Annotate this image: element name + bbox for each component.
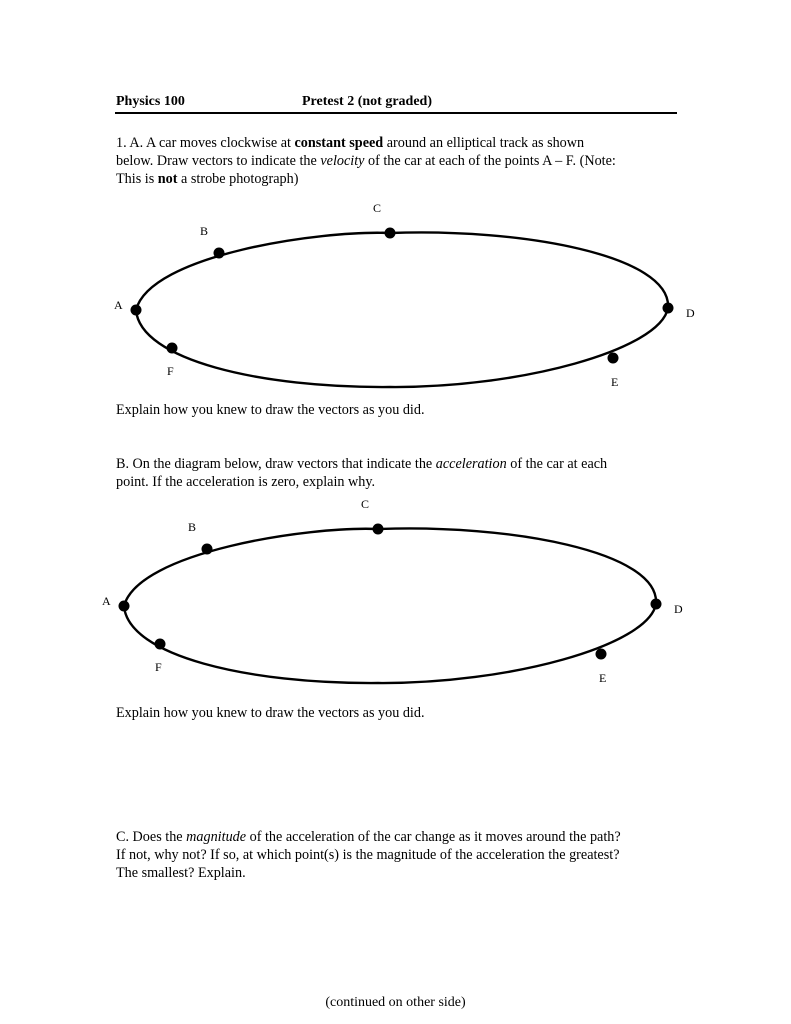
label-b: B [200,224,209,238]
label-f: F [167,364,174,378]
q1a-line-2: below. Draw vectors to indicate the velocity of the car at each of the points A – F. (Note: [116,153,616,169]
q1c-line-1: C. Does the magnitude of the acceleration of the car change as it moves around the path? [116,829,621,845]
label-f: F [155,660,162,674]
question-1b [116,455,686,491]
acceleration-track-diagram [0,492,791,692]
label-c: C [361,497,370,511]
q1b-line-1: B. On the diagram below, draw vectors that indicate the acceleration of the car at each [116,456,608,472]
point-f-marker[interactable] [155,639,166,650]
point-b-marker[interactable] [214,248,225,259]
point-a-marker[interactable] [119,601,130,612]
point-b-marker[interactable] [202,544,213,555]
page-title: Pretest 2 (not graded) [302,94,432,109]
course-name: Physics 100 [116,94,185,109]
continued-note: (continued on other side) [325,995,466,1010]
label-c: C [373,201,382,215]
point-d-marker[interactable] [651,599,662,610]
q1a-line-3: This is not a strobe photograph) [116,171,299,187]
velocity-track-diagram [0,195,791,395]
point-c-marker[interactable] [385,228,396,239]
point-e-marker[interactable] [596,649,607,660]
header-rule [115,112,677,114]
q1c-line-3: The smallest? Explain. [116,865,246,881]
label-e: E [599,671,607,685]
point-e-marker[interactable] [608,353,619,364]
label-d: D [674,602,683,616]
point-c-marker[interactable] [373,524,384,535]
q1b-explain: Explain how you knew to draw the vectors as you did. [116,705,425,721]
point-a-marker[interactable] [131,305,142,316]
label-e: E [611,375,619,389]
q1a-line-1: 1. A. A car moves clockwise at constant speed around an elliptical track as shown [116,135,585,151]
label-a: A [114,298,123,312]
question-1a [116,134,686,188]
q1b-line-2: point. If the acceleration is zero, explain why. [116,474,376,490]
point-d-marker[interactable] [663,303,674,314]
q1c-line-2: If not, why not? If so, at which point(s) is the magnitude of the acceleration the greatest? [116,847,620,863]
question-1c [116,828,686,882]
point-f-marker[interactable] [167,343,178,354]
label-d: D [686,306,695,320]
label-a: A [102,594,111,608]
q1a-explain: Explain how you knew to draw the vectors as you did. [116,402,425,418]
label-b: B [188,520,197,534]
